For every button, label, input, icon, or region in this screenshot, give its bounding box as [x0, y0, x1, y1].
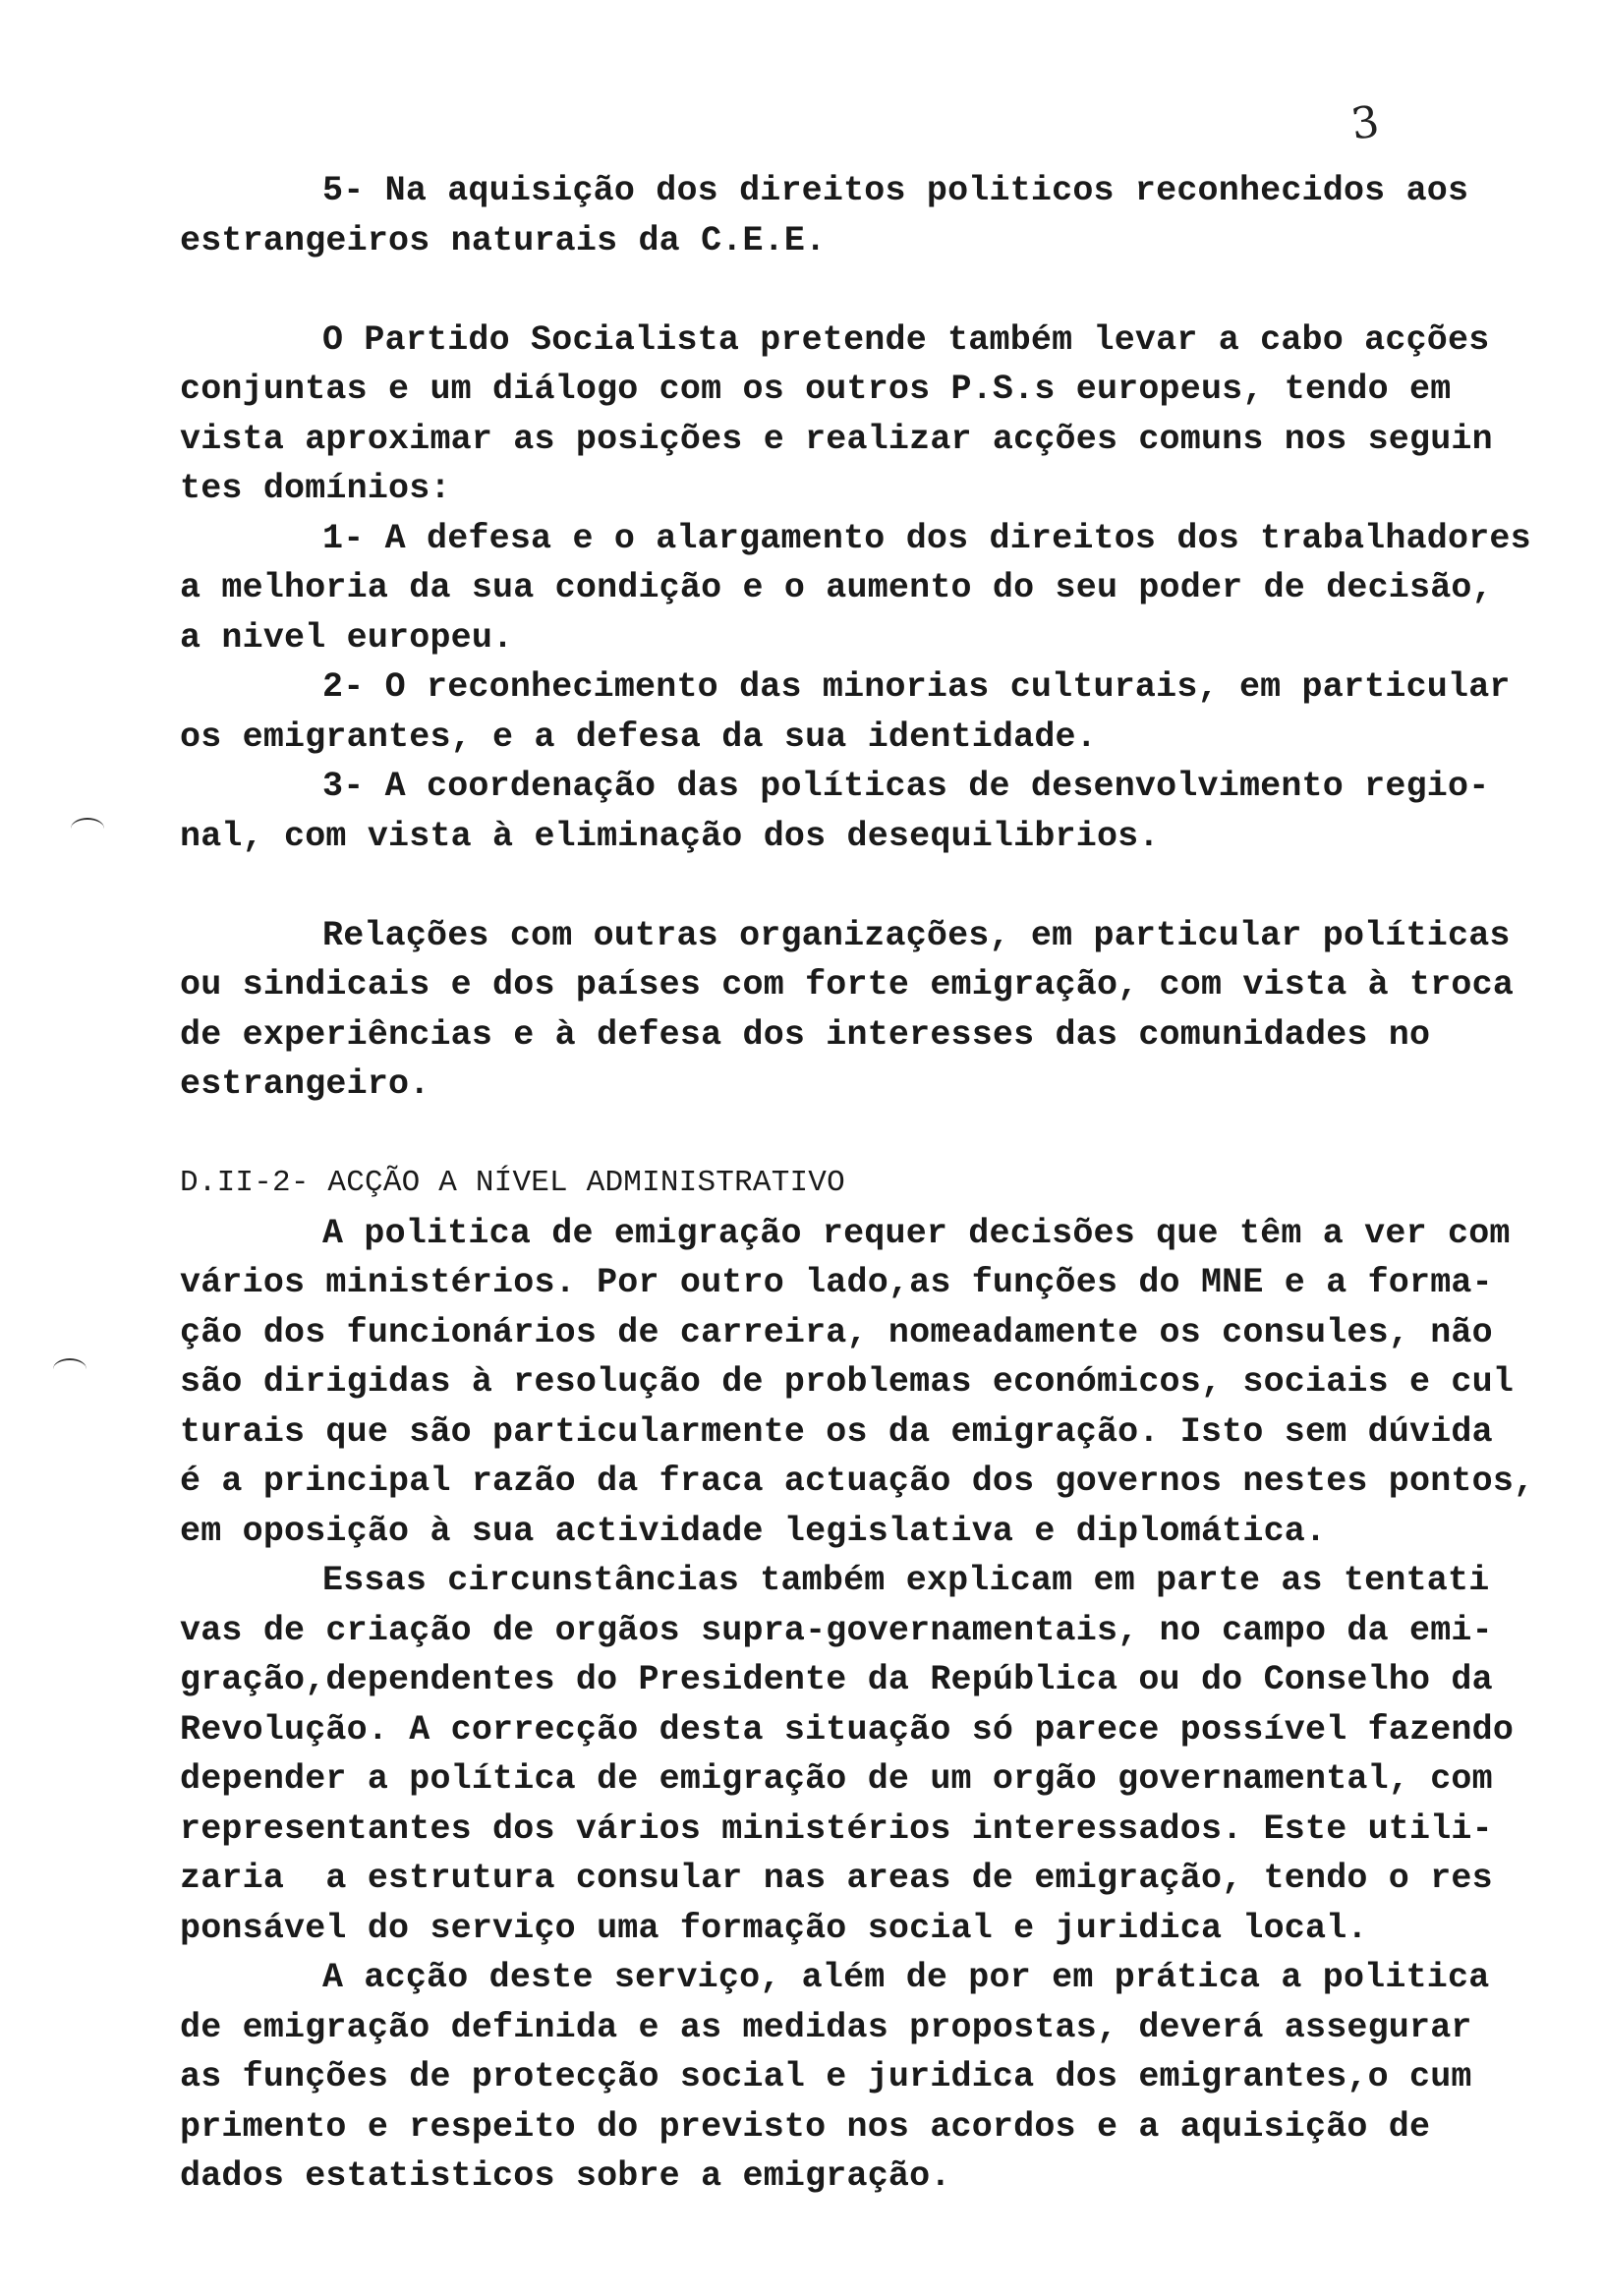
text-line: a nivel europeu. [180, 617, 514, 658]
text-line: Relações com outras organizações, em particular políticas [322, 915, 1511, 955]
text-line: Revolução. A correcção desta situação só parece possível fazendo [180, 1709, 1515, 1750]
page-number: 3 [1347, 96, 1383, 150]
text-line: a melhoria da sua condição e o aumento do seu poder de decisão, [180, 568, 1493, 607]
text-line: de experiências e à defesa dos interesses das comunidades no [180, 1014, 1431, 1055]
text-line: são dirigidas à resolução de problemas económicos, sociais e cul [180, 1362, 1515, 1402]
blank-line [180, 1110, 1556, 1160]
text-line: representantes dos vários ministérios interessados. Este utili- [180, 1808, 1493, 1849]
text-line: ou sindicais e dos países com forte emigração, com vista à troca [180, 965, 1515, 1004]
text-line: A acção deste serviço, além de por em prática a politica [322, 1958, 1490, 1997]
text-line: vas de criação de orgãos supra-governamentais, no campo da emi- [180, 1610, 1493, 1650]
text-line: gração,dependentes do Presidente da República ou do Conselho da [180, 1660, 1493, 1699]
text-line: as funções de protecção social e juridica dos emigrantes,o cum [180, 2057, 1472, 2096]
text-line: turais que são particularmente os da emigração. Isto sem dúvida [180, 1411, 1493, 1452]
text-line: 1- A defesa e o alargamento dos direitos dos trabalhadores [322, 518, 1531, 558]
text-line: vista aproximar as posições e realizar acções comuns nos seguin [180, 419, 1493, 459]
blank-line [180, 265, 1556, 316]
text-line: primento e respeito do previsto nos acordos e a aquisição de [180, 2106, 1431, 2147]
text-line: tes domínios: [180, 469, 451, 508]
text-line: conjuntas e um diálogo com os outros P.S.s europeus, tendo em [180, 370, 1452, 409]
text-line: dados estatisticos sobre a emigração. [180, 2156, 951, 2196]
text-line: em oposição à sua actividade legislativa e diplomática. [180, 1511, 1327, 1551]
text-line: de emigração definida e as medidas propostas, deverá assegurar [180, 2007, 1472, 2047]
text-line: os emigrantes, e a defesa da sua identidade. [180, 717, 1097, 757]
document-body [180, 166, 1556, 2202]
text-line: ção dos funcionários de carreira, nomeadamente os consules, não [180, 1312, 1493, 1352]
text-line: 3- A coordenação das políticas de desenvolvimento regio- [322, 767, 1490, 806]
text-line: estrangeiros naturais da C.E.E. [180, 220, 827, 260]
text-line: ponsável do serviço uma formação social e juridica local. [180, 1908, 1368, 1948]
text-line: O Partido Socialista pretende também levar a cabo acções [322, 319, 1490, 360]
text-line: 5- Na aquisição dos direitos politicos reconhecidos aos [322, 171, 1469, 210]
text-line: 2- O reconhecimento das minorias culturais, em particular [322, 667, 1511, 707]
text-line: Essas circunstâncias também explicam em parte as tentati [322, 1561, 1490, 1600]
text-line: nal, com vista à eliminação dos desequilibrios. [180, 816, 1160, 856]
text-line: estrangeiro. [180, 1064, 430, 1104]
text-line: zaria a estrutura consular nas areas de emigração, tendo o res [180, 1859, 1493, 1898]
punch-hole-mark [71, 818, 104, 839]
text-line: é a principal razão da fraca actuação dos governos nestes pontos, [180, 1462, 1535, 1501]
blank-line [180, 861, 1556, 911]
text-line: A politica de emigração requer decisões que têm a ver com [322, 1213, 1511, 1253]
text-line: vários ministérios. Por outro lado,as funções do MNE e a forma- [180, 1263, 1493, 1302]
punch-hole-mark [53, 1358, 86, 1380]
section-heading: D.II-2- ACÇÃO A NÍVEL ADMINISTRATIVO [180, 1166, 845, 1200]
text-line: depender a política de emigração de um orgão governamental, com [180, 1759, 1493, 1799]
